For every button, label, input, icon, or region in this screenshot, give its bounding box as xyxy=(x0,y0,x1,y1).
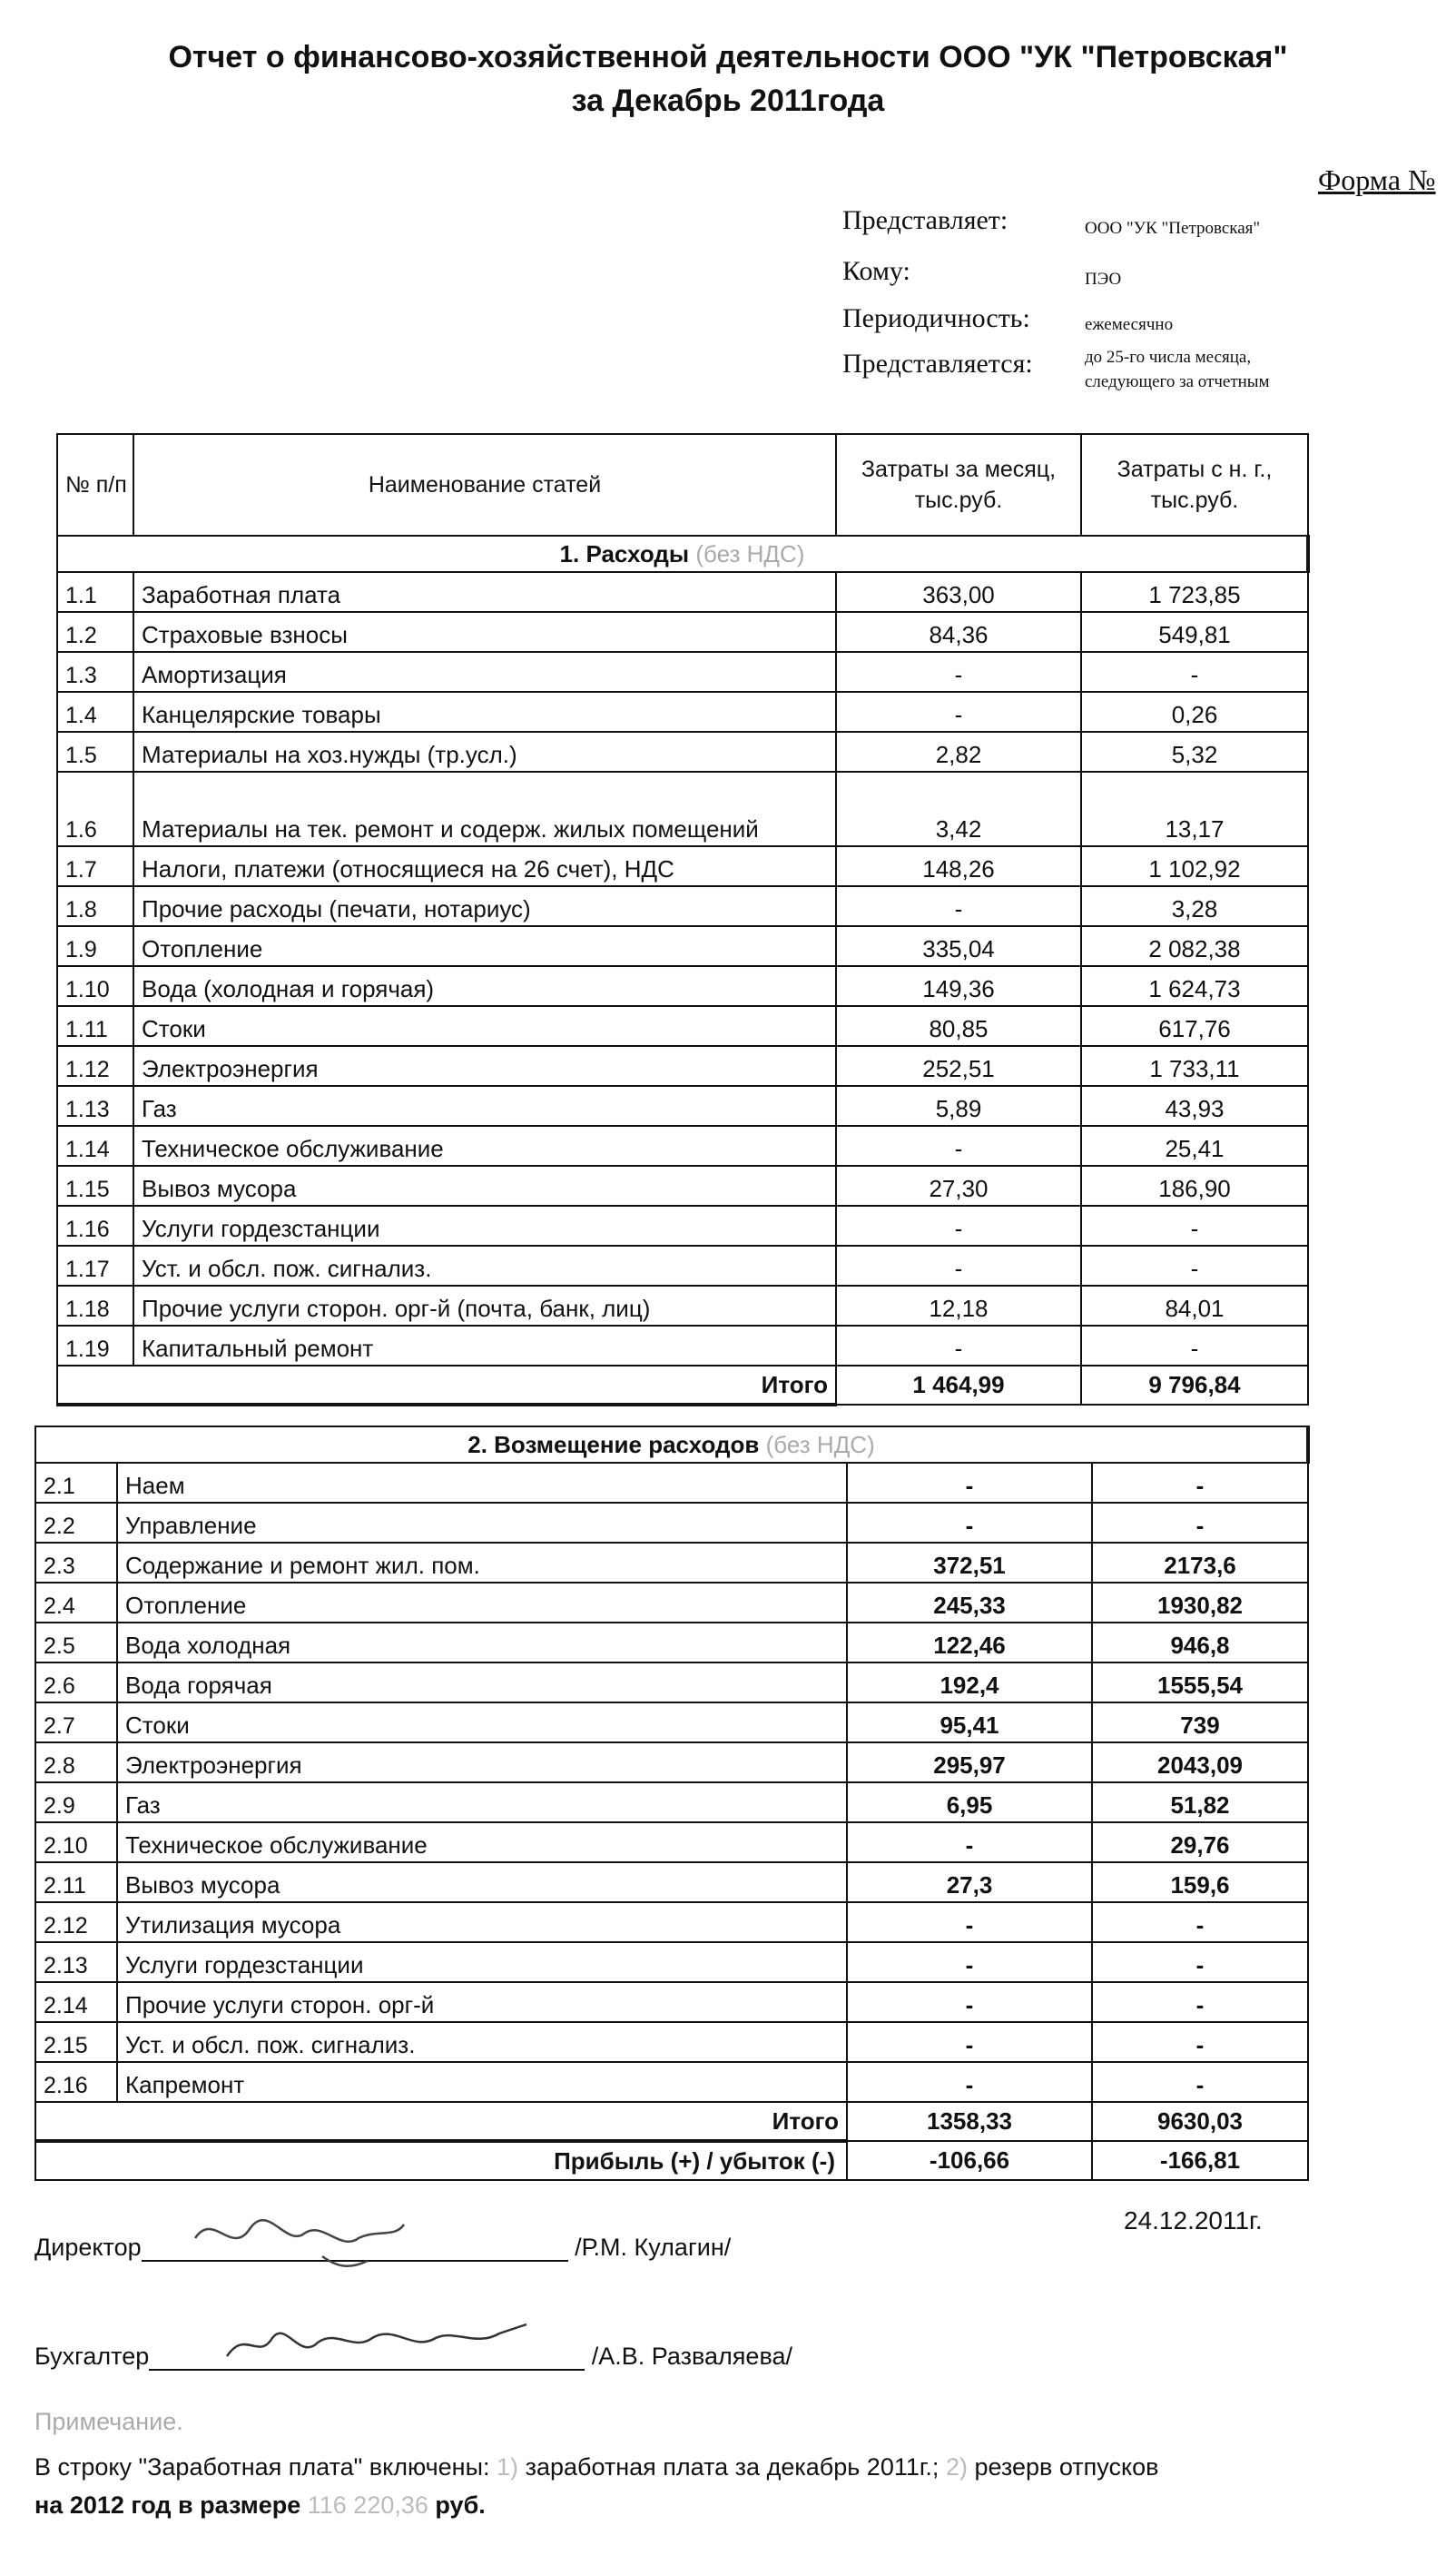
row-ytd-value: 3,28 xyxy=(1081,886,1308,926)
row-month-value: - xyxy=(836,1326,1081,1366)
row-name: Капитальный ремонт xyxy=(133,1326,836,1366)
row-number: 2.4 xyxy=(35,1583,117,1623)
row-month-value: 363,00 xyxy=(836,572,1081,612)
row-ytd-value: 159,6 xyxy=(1092,1862,1308,1902)
row-ytd-value: 1930,82 xyxy=(1092,1583,1308,1623)
row-ytd-value: 13,17 xyxy=(1081,772,1308,846)
director-signature-icon xyxy=(186,2202,440,2274)
table-row xyxy=(35,1782,1308,1822)
table-row xyxy=(57,966,1308,1006)
row-number: 1.6 xyxy=(57,772,133,846)
row-month-value: - xyxy=(847,1982,1092,2022)
note-part4: на 2012 год в размере xyxy=(34,2491,301,2519)
row-name: Электроэнергия xyxy=(133,1046,836,1086)
table-row xyxy=(57,612,1308,652)
note-part2: заработная плата за декабрь 2011г.; xyxy=(525,2453,940,2481)
meta-label-deadline: Представляется: xyxy=(842,349,1033,379)
row-month-value: - xyxy=(836,652,1081,692)
table-row xyxy=(57,652,1308,692)
table-row xyxy=(35,2062,1308,2102)
row-ytd-value: - xyxy=(1092,2022,1308,2062)
row-number: 1.12 xyxy=(57,1046,133,1086)
row-ytd-value: 2043,09 xyxy=(1092,1742,1308,1782)
meta-value-deadline: до 25-го числа месяца, следующего за отчетным xyxy=(1085,348,1270,391)
row-name: Материалы на тек. ремонт и содерж. жилых помещений xyxy=(133,772,836,846)
section-heading-row xyxy=(35,1426,1308,1463)
table-row xyxy=(35,2022,1308,2062)
table-row xyxy=(57,1086,1308,1126)
accountant-label: Бухгалтер xyxy=(34,2343,150,2370)
row-month-value: 192,4 xyxy=(847,1662,1092,1702)
report-period: за Декабрь 2011года xyxy=(571,84,885,118)
meta-value-presenter: ООО "УК "Петровская" xyxy=(1085,219,1261,238)
row-number: 1.11 xyxy=(57,1006,133,1046)
section1-total-month: 1 464,99 xyxy=(836,1366,1081,1405)
section2-title: 2. Возмещение расходов xyxy=(467,1430,760,1458)
row-month-value: 80,85 xyxy=(836,1006,1081,1046)
row-month-value: 6,95 xyxy=(847,1782,1092,1822)
row-number: 2.7 xyxy=(35,1702,117,1742)
row-ytd-value: 5,32 xyxy=(1081,732,1308,772)
row-number: 2.3 xyxy=(35,1543,117,1583)
table-row xyxy=(35,1623,1308,1662)
row-month-value: - xyxy=(847,1503,1092,1543)
row-ytd-value: 2173,6 xyxy=(1092,1543,1308,1583)
row-name: Вывоз мусора xyxy=(133,1166,836,1206)
note-text xyxy=(34,2448,1432,2524)
row-name: Вода холодная xyxy=(117,1623,847,1662)
row-name: Прочие расходы (печати, нотариус) xyxy=(133,886,836,926)
row-month-value: - xyxy=(847,2062,1092,2102)
table-row xyxy=(57,772,1308,846)
row-month-value: - xyxy=(836,1246,1081,1286)
col-header-month: Затраты за месяц, тыс.руб. xyxy=(836,434,1081,536)
row-ytd-value: - xyxy=(1092,1982,1308,2022)
row-ytd-value: 1 624,73 xyxy=(1081,966,1308,1006)
note-heading: Примечание. xyxy=(34,2408,183,2435)
table-row xyxy=(35,1982,1308,2022)
row-month-value: 12,18 xyxy=(836,1286,1081,1326)
table-row xyxy=(35,1662,1308,1702)
table-row xyxy=(57,1286,1308,1326)
row-ytd-value: 0,26 xyxy=(1081,692,1308,732)
section2-title-note: (без НДС) xyxy=(765,1430,875,1458)
row-name: Содержание и ремонт жил. пом. xyxy=(117,1543,847,1583)
meta-value-recipient: ПЭО xyxy=(1085,270,1122,289)
row-month-value: - xyxy=(836,886,1081,926)
table-row xyxy=(35,1902,1308,1942)
row-number: 2.11 xyxy=(35,1862,117,1902)
row-number: 2.6 xyxy=(35,1662,117,1702)
table-row xyxy=(35,1503,1308,1543)
section1-title-note: (без НДС) xyxy=(695,539,805,567)
row-number: 1.8 xyxy=(57,886,133,926)
row-month-value: 122,46 xyxy=(847,1623,1092,1662)
expenses-table xyxy=(56,433,1310,1406)
meta-label-recipient: Кому: xyxy=(842,256,910,286)
row-month-value: - xyxy=(836,1126,1081,1166)
section1-total-row xyxy=(57,1366,1308,1405)
row-month-value: - xyxy=(847,1463,1092,1503)
row-name: Услуги гордезстанции xyxy=(117,1942,847,1982)
table-row xyxy=(57,1246,1308,1286)
row-name: Капремонт xyxy=(117,2062,847,2102)
col-header-ytd: Затраты с н. г., тыс.руб. xyxy=(1081,434,1308,536)
table-row xyxy=(57,1126,1308,1166)
col-header-name: Наименование статей xyxy=(133,434,836,536)
reimbursement-table xyxy=(34,1426,1310,2181)
section1-total-label: Итого xyxy=(57,1366,836,1405)
row-number: 1.7 xyxy=(57,846,133,886)
row-month-value: 27,30 xyxy=(836,1166,1081,1206)
profit-month: -106,66 xyxy=(847,2141,1092,2180)
note-part1: В строку "Заработная плата" включены: xyxy=(34,2453,490,2481)
row-name: Отопление xyxy=(133,926,836,966)
row-number: 2.13 xyxy=(35,1942,117,1982)
row-number: 2.8 xyxy=(35,1742,117,1782)
row-name: Газ xyxy=(117,1782,847,1822)
row-ytd-value: - xyxy=(1081,652,1308,692)
section2-total-ytd: 9630,03 xyxy=(1092,2102,1308,2141)
section1-total-ytd: 9 796,84 xyxy=(1081,1366,1308,1405)
row-ytd-value: - xyxy=(1092,1503,1308,1543)
row-name: Электроэнергия xyxy=(117,1742,847,1782)
row-ytd-value: 1 102,92 xyxy=(1081,846,1308,886)
table-row xyxy=(57,572,1308,612)
table-row xyxy=(57,926,1308,966)
row-ytd-value: - xyxy=(1081,1206,1308,1246)
row-month-value: - xyxy=(847,1942,1092,1982)
section-heading-row xyxy=(57,536,1308,572)
section2-rows xyxy=(35,1463,1308,2102)
table-header-row xyxy=(57,434,1308,536)
row-name: Техническое обслуживание xyxy=(117,1822,847,1862)
row-ytd-value: 43,93 xyxy=(1081,1086,1308,1126)
row-month-value: 335,04 xyxy=(836,926,1081,966)
row-number: 1.1 xyxy=(57,572,133,612)
row-ytd-value: 946,8 xyxy=(1092,1623,1308,1662)
row-month-value: 84,36 xyxy=(836,612,1081,652)
row-ytd-value: - xyxy=(1092,1942,1308,1982)
row-name: Налоги, платежи (относящиеся на 26 счет), НДС xyxy=(133,846,836,886)
row-month-value: 3,42 xyxy=(836,772,1081,846)
table-row xyxy=(57,1206,1308,1246)
row-ytd-value: 1 723,85 xyxy=(1081,572,1308,612)
row-name: Материалы на хоз.нужды (тр.усл.) xyxy=(133,732,836,772)
note-part5: руб. xyxy=(435,2491,486,2519)
row-name: Утилизация мусора xyxy=(117,1902,847,1942)
row-name: Стоки xyxy=(133,1006,836,1046)
row-month-value: 295,97 xyxy=(847,1742,1092,1782)
note-amount: 116 220,36 xyxy=(307,2491,428,2519)
row-number: 2.16 xyxy=(35,2062,117,2102)
row-name: Управление xyxy=(117,1503,847,1543)
row-number: 1.14 xyxy=(57,1126,133,1166)
profit-label: Прибыль (+) / убыток (-) xyxy=(35,2141,847,2180)
report-date: 24.12.2011г. xyxy=(1124,2206,1263,2235)
row-month-value: 95,41 xyxy=(847,1702,1092,1742)
row-ytd-value: 1 733,11 xyxy=(1081,1046,1308,1086)
section1-title: 1. Расходы xyxy=(559,539,690,567)
row-name: Страховые взносы xyxy=(133,612,836,652)
section2-total-row xyxy=(35,2102,1308,2141)
row-ytd-value: - xyxy=(1092,1902,1308,1942)
row-month-value: 372,51 xyxy=(847,1543,1092,1583)
row-number: 1.17 xyxy=(57,1246,133,1286)
table-row xyxy=(57,1166,1308,1206)
row-month-value: - xyxy=(836,1206,1081,1246)
table-row xyxy=(57,1006,1308,1046)
row-ytd-value: 25,41 xyxy=(1081,1126,1308,1166)
note-number-1: 1) xyxy=(497,2453,519,2481)
row-number: 1.18 xyxy=(57,1286,133,1326)
section2-total-month: 1358,33 xyxy=(847,2102,1092,2141)
table-row xyxy=(35,1822,1308,1862)
row-number: 2.15 xyxy=(35,2022,117,2062)
row-name: Техническое обслуживание xyxy=(133,1126,836,1166)
profit-row xyxy=(35,2141,1308,2180)
table-row xyxy=(35,1543,1308,1583)
profit-ytd: -166,81 xyxy=(1092,2141,1308,2180)
director-name: /Р.М. Кулагин/ xyxy=(575,2234,732,2261)
row-number: 1.16 xyxy=(57,1206,133,1246)
accountant-signature-icon xyxy=(218,2311,554,2374)
row-name: Вода горячая xyxy=(117,1662,847,1702)
row-number: 2.2 xyxy=(35,1503,117,1543)
row-month-value: 245,33 xyxy=(847,1583,1092,1623)
row-name: Вода (холодная и горячая) xyxy=(133,966,836,1006)
row-ytd-value: 2 082,38 xyxy=(1081,926,1308,966)
row-ytd-value: - xyxy=(1081,1246,1308,1286)
table-row xyxy=(57,846,1308,886)
row-name: Услуги гордезстанции xyxy=(133,1206,836,1246)
row-name: Вывоз мусора xyxy=(117,1862,847,1902)
note-part3: резерв отпусков xyxy=(974,2453,1159,2481)
table-row xyxy=(35,1463,1308,1503)
row-ytd-value: 29,76 xyxy=(1092,1822,1308,1862)
meta-value-frequency: ежемесячно xyxy=(1085,315,1174,334)
row-number: 1.13 xyxy=(57,1086,133,1126)
row-number: 2.14 xyxy=(35,1982,117,2022)
row-month-value: 2,82 xyxy=(836,732,1081,772)
row-number: 1.4 xyxy=(57,692,133,732)
row-ytd-value: - xyxy=(1081,1326,1308,1366)
row-month-value: - xyxy=(847,1822,1092,1862)
table-row xyxy=(35,1583,1308,1623)
table-row xyxy=(57,1046,1308,1086)
row-name: Стоки xyxy=(117,1702,847,1742)
row-name: Прочие услуги сторон. орг-й xyxy=(117,1982,847,2022)
row-name: Газ xyxy=(133,1086,836,1126)
row-number: 2.9 xyxy=(35,1782,117,1822)
row-month-value: 27,3 xyxy=(847,1862,1092,1902)
table-row xyxy=(35,1942,1308,1982)
row-ytd-value: - xyxy=(1092,1463,1308,1503)
row-number: 1.19 xyxy=(57,1326,133,1366)
row-name: Заработная плата xyxy=(133,572,836,612)
table-row xyxy=(57,692,1308,732)
row-month-value: 149,36 xyxy=(836,966,1081,1006)
row-name: Наем xyxy=(117,1463,847,1503)
row-ytd-value: 51,82 xyxy=(1092,1782,1308,1822)
row-number: 1.9 xyxy=(57,926,133,966)
section2-total-label: Итого xyxy=(35,2102,847,2141)
table-row xyxy=(57,732,1308,772)
row-ytd-value: 549,81 xyxy=(1081,612,1308,652)
row-ytd-value: 617,76 xyxy=(1081,1006,1308,1046)
row-ytd-value: 1555,54 xyxy=(1092,1662,1308,1702)
report-title: Отчет о финансово-хозяйственной деятельности ООО "УК "Петровская" xyxy=(168,40,1288,74)
accountant-name: /А.В. Разваляева/ xyxy=(591,2343,792,2370)
row-ytd-value: 84,01 xyxy=(1081,1286,1308,1326)
meta-label-presenter: Представляет: xyxy=(842,205,1008,235)
row-number: 1.3 xyxy=(57,652,133,692)
row-name: Отопление xyxy=(117,1583,847,1623)
table-row xyxy=(35,1702,1308,1742)
row-name: Прочие услуги сторон. орг-й (почта, банк, лиц) xyxy=(133,1286,836,1326)
row-number: 2.5 xyxy=(35,1623,117,1662)
table-row xyxy=(57,1326,1308,1366)
row-month-value: - xyxy=(847,2022,1092,2062)
meta-label-frequency: Периодичность: xyxy=(842,303,1030,333)
table-row xyxy=(57,886,1308,926)
row-number: 2.10 xyxy=(35,1822,117,1862)
col-header-no: № п/п xyxy=(57,434,133,536)
row-ytd-value: 739 xyxy=(1092,1702,1308,1742)
row-number: 1.5 xyxy=(57,732,133,772)
row-month-value: - xyxy=(836,692,1081,732)
row-month-value: 252,51 xyxy=(836,1046,1081,1086)
row-month-value: 148,26 xyxy=(836,846,1081,886)
row-number: 1.10 xyxy=(57,966,133,1006)
row-number: 1.2 xyxy=(57,612,133,652)
row-ytd-value: 186,90 xyxy=(1081,1166,1308,1206)
director-label: Директор xyxy=(34,2234,142,2261)
row-month-value: - xyxy=(847,1902,1092,1942)
table-row xyxy=(35,1862,1308,1902)
row-number: 2.12 xyxy=(35,1902,117,1942)
row-name: Уст. и обсл. пож. сигнализ. xyxy=(133,1246,836,1286)
table-row xyxy=(35,1742,1308,1782)
row-number: 2.1 xyxy=(35,1463,117,1503)
section1-rows xyxy=(57,572,1308,1366)
row-number: 1.15 xyxy=(57,1166,133,1206)
row-name: Канцелярские товары xyxy=(133,692,836,732)
row-month-value: 5,89 xyxy=(836,1086,1081,1126)
form-number: Форма № xyxy=(1318,163,1436,196)
note-number-2: 2) xyxy=(945,2453,968,2481)
row-name: Амортизация xyxy=(133,652,836,692)
row-ytd-value: - xyxy=(1092,2062,1308,2102)
row-name: Уст. и обсл. пож. сигнализ. xyxy=(117,2022,847,2062)
